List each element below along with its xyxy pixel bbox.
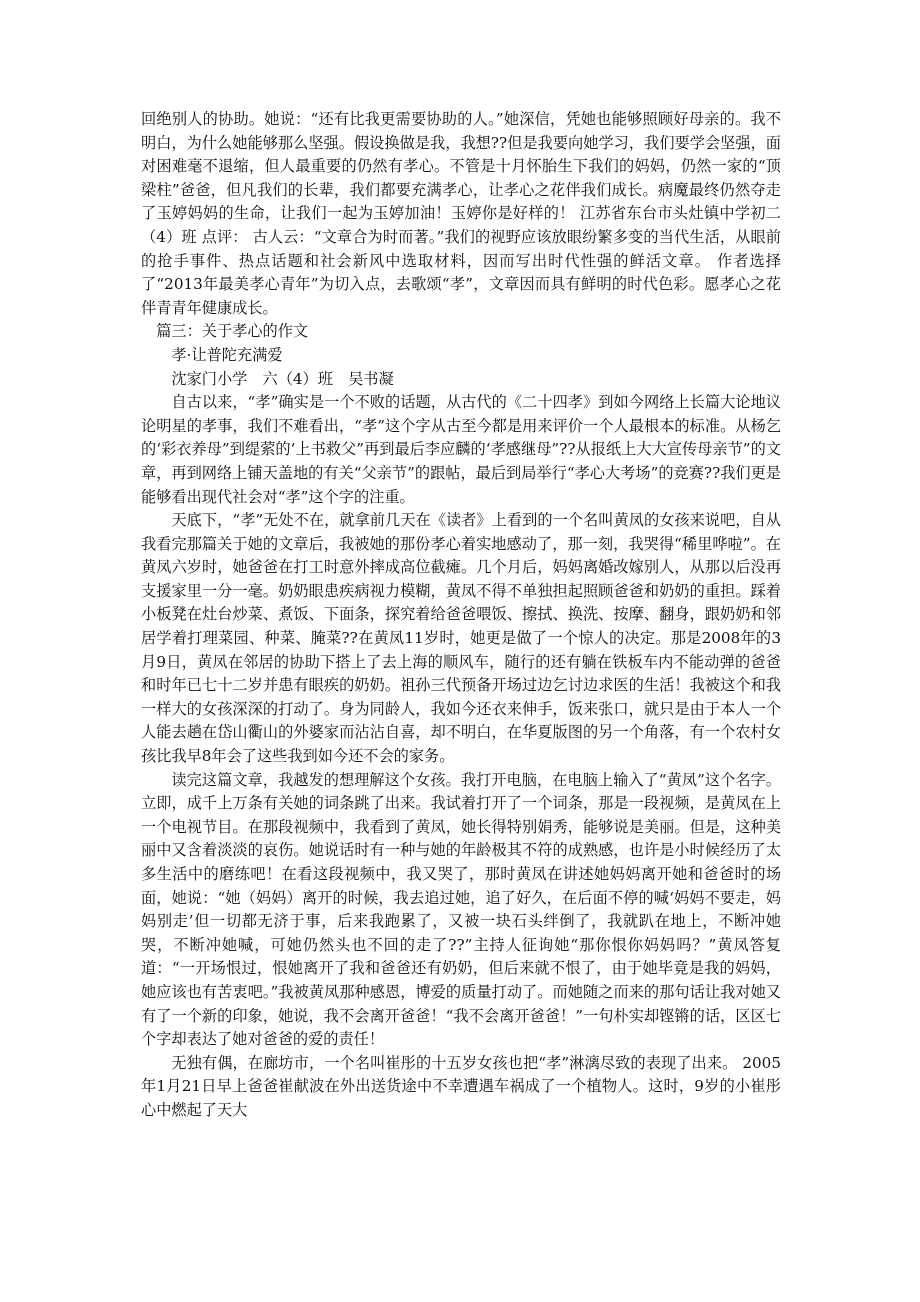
essay-author: 沈家门小学 六（4）班 吴书凝 — [171, 369, 394, 388]
body-paragraph: 读完这篇文章，我越发的想理解这个女孩。我打开电脑，在电脑上输入了“黄凤”这个名字。立即，成千上万条有关她的词条跳了出来。我试着打开了一个词条，那是一段视频，是黄凤在上一个电视节目。在那段视频中，我看到了黄凤，她长得特别娟秀，能够说是美丽。但是，这种美丽中又含着淡淡的哀伤。她说话时有一种与她的年龄极其不符的成熟感，也许是小时候经历了太多生活中的磨练吧！在看这段视频中，我又哭了，那时黄凤在讲述她妈妈离开她和爸爸时的场面，她说：“她（妈妈）离开的时候，我去追过她，追了好久，在后面不停的喊‘妈妈不要走，妈妈别走’但一切都无济于事，后来我跑累了，又被一块石头绊倒了，我就趴在地上，不断冲她哭，不断冲她喊，可她仍然头也不回的走了??”主持人征询她“那你恨你妈妈吗？”黄凤答复道：“一开场恨过，恨她离开了我和爸爸还有奶奶，但后来就不恨了，由于她毕竟是我的妈妈，她应该也有苦衷吧。”我被黄凤那种感恩，博爱的质量打动了。而她随之而来的那句话让我对她又有了一个新的印象，她说，我不会离开爸爸！“我不会离开爸爸！”一句朴实却铿锵的话，区区七个字却表达了她对爸爸的爱的责任！ — [141, 770, 781, 1049]
document-page — [141, 108, 781, 1123]
body-paragraph: 天底下，“孝”无处不在，就拿前几天在《读者》上看到的一个名叫黄凤的女孩来说吧，自从我看完那篇关于她的文章后，我被她的那份孝心着实地感动了，那一刻，我哭得“稀里哗啦”。在黄凤六岁时，她爸爸在打工时意外摔成高位截瘫。几个月后，妈妈离婚改嫁别人，从那以后没再支援家里一分一毫。奶奶眼患疾病视力模糊，黄凤不得不单独担起照顾爸爸和奶奶的重担。踩着小板凳在灶台炒菜、煮饭、下面条，探究着给爸爸喂饭、擦拭、换洗、按摩、翻身，跟奶奶和邻居学着打理菜园、种菜、腌菜??在黄凤11岁时，她更是做了一个惊人的决定。那是2008年的3月9日，黄凤在邻居的协助下搭上了去上海的顺风车，随行的还有躺在铁板车内不能动弹的爸爸和时年已七十二岁并患有眼疾的奶奶。祖孙三代预备开场过边乞讨边求医的生活！我被这个和我一样大的女孩深深的打动了。身为同龄人，我如今还衣来伸手，饭来张口，就只是由于本人一个人能去趟在岱山衢山的外婆家而沾沾自喜，却不明白，在华夏版图的另一个角落，有一个农村女孩比我早8年会了这些我到如今还不会的家务。 — [141, 511, 781, 766]
section-heading: 篇三：关于孝心的作文 — [156, 322, 309, 341]
essay-title: 孝·让普陀充满爱 — [171, 345, 283, 364]
body-paragraph: 自古以来，“孝”确实是一个不败的话题，从古代的《二十四孝》到如今网络上长篇大论地议论明星的孝事，我们不难看出，“孝”这个字从古至今都是用来评价一个人最根本的标准。从杨乞的‘彩衣养母”到缇萦的‘上书救父”再到最后李应麟的‘孝感继母”??从报纸上大大宣传母亲节”的文章，再到网络上铺天盖地的有关“父亲节”的跟帖，最后到局举行“孝心大考场”的竞赛??我们更是能够看出现代社会对“孝”这个字的注重。 — [141, 393, 781, 506]
body-paragraph: 无独有偶，在廊坊市，一个名叫崔彤的十五岁女孩也把“孝”淋漓尽致的表现了出来。 2005年1月21日早上爸爸崔献波在外出送货途中不幸遭遇车祸成了一个植物人。这时，9岁的小崔彤心中燃起了天大 — [141, 1053, 781, 1119]
paragraph-continuation: 回绝别人的协助。她说：“还有比我更需要协助的人。”她深信，凭她也能够照顾好母亲的。我不明白，为什么她能够那么坚强。假设换做是我，我想??但是我要向她学习，我们要学会坚强，面对困难毫不退缩，但人最重要的仍然有孝心。不管是十月怀胎生下我们的妈妈，仍然一家的“顶梁柱”爸爸，但凡我们的长辈，我们都要充满孝心，让孝心之花伴我们成长。病魔最终仍然夺走了玉婷妈妈的生命，让我们一起为玉婷加油！玉婷你是好样的！ 江苏省东台市头灶镇中学初二（4）班 点评： 古人云：“文章合为时而著。”我们的视野应该放眼纷繁多变的当代生活，从眼前的抢手事件、热点话题和社会新风中选取材料，因而写出时代性强的鲜活文章。 作者选择了“2013年最美孝心青年”为切入点，去歌颂“孝”，文章因而具有鲜明的时代色彩。愿孝心之花伴青青年健康成长。 — [141, 110, 781, 317]
